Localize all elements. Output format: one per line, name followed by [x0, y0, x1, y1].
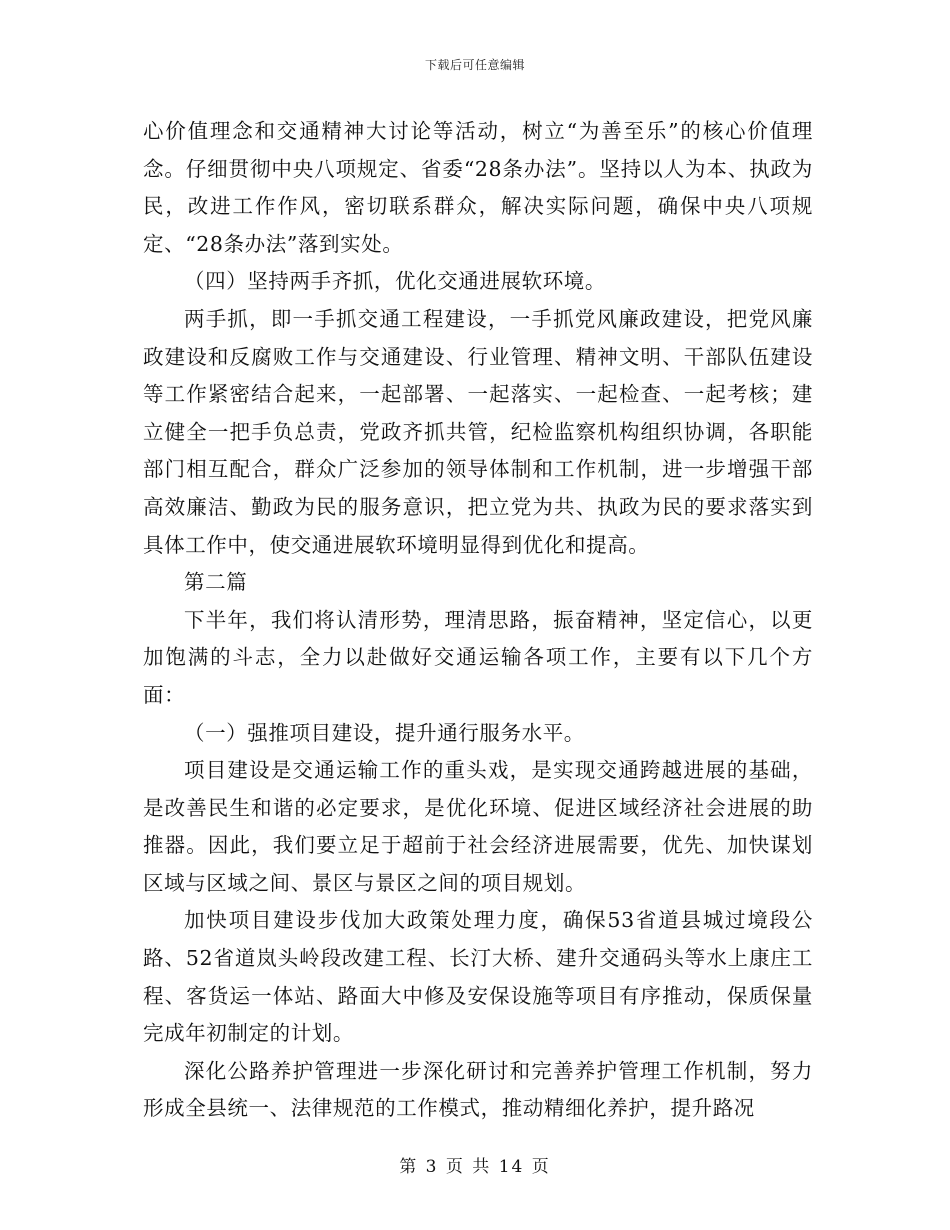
paragraph: 两手抓，即一手抓交通工程建设，一手抓党风廉政建设，把党风廉政建设和反腐败工作与交通建设、行业管理、精神文明、干部队伍建设等工作紧密结合起来，一起部署、一起落实、一起检查、一起考核；建立健全一把手负总责，党政齐抓共管，纪检监察机构组织协调，各职能部门相互配合，群众广泛参加的领导体制和工作机制，进一步增强干部高效廉洁、勤政为民的服务意识，把立党为共、执政为民的要求落实到具体工作中，使交通进展软环境明显得到优化和提高。	[143, 306, 813, 557]
part-title: 第二篇	[184, 570, 248, 595]
paragraph-continuation: 心价值理念和交通精神大讨论等活动，树立“为善至乐”的核心价值理念。仔细贯彻中央八项规定、省委“28条办法”。坚持以人为本、执政为民，改进工作作风，密切联系群众，解决实际问题，确保中央八项规定、“28条办法”落到实处。	[143, 119, 813, 256]
paragraph: 深化公路养护管理进一步深化研讨和完善养护管理工作机制，努力形成全县统一、法律规范的工作模式，推动精细化养护，提升路况	[143, 1058, 813, 1121]
document-body	[143, 113, 813, 1128]
paragraph: 加快项目建设步伐加大政策处理力度，确保53省道县城过境段公路、52省道岚头岭段改建工程、长汀大桥、建升交通码头等水上康庄工程、客货运一体站、路面大中修及安保设施等项目有序推动，保质保量完成年初制定的计划。	[143, 908, 813, 1046]
page-header: 下载后可任意编辑	[424, 58, 525, 72]
section-heading-four: （四）坚持两手齐抓，优化交通进展软环境。	[184, 269, 606, 294]
paragraph: 项目建设是交通运输工作的重头戏，是实现交通跨越进展的基础，是改善民生和谐的必定要求，是优化环境、促进区域经济社会进展的助推器。因此，我们要立足于超前于社会经济进展需要，优先、加快谋划区域与区域之间、景区与景区之间的项目规划。	[143, 758, 813, 895]
paragraph: 下半年，我们将认清形势，理清思路，振奋精神，坚定信心，以更加饱满的斗志，全力以赴做好交通运输各项工作，主要有以下几个方面：	[143, 607, 813, 707]
section-heading-one: （一）强推项目建设，提升通行服务水平。	[184, 720, 585, 745]
page-footer: 第 3 页 共 14 页	[399, 1157, 551, 1177]
